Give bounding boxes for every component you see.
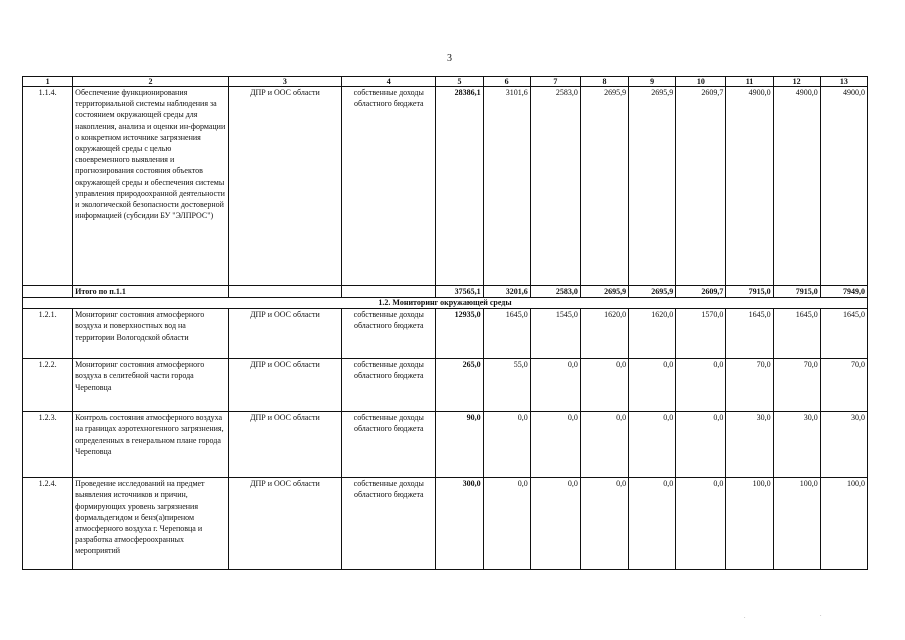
row-code: 1.2.2.	[23, 359, 73, 412]
row-value: 3101,6	[483, 87, 530, 286]
row-name: Контроль состояния атмосферного воздуха на границах аэротехногенного загрязнения, определенных в генеральном плане города Череповца	[73, 412, 229, 478]
row-value: 0,0	[676, 412, 726, 478]
column-header: 6	[483, 77, 530, 87]
row-value: 1645,0	[820, 309, 867, 359]
row-value: 0,0	[676, 478, 726, 570]
row-value: 100,0	[726, 478, 773, 570]
row-value: 90,0	[436, 412, 483, 478]
row-value: 4900,0	[726, 87, 773, 286]
page-number: 3	[447, 53, 452, 64]
column-number-row	[23, 77, 868, 87]
row-value: 2695,9	[629, 87, 676, 286]
total-value: 2695,9	[629, 286, 676, 298]
row-value: 0,0	[530, 359, 580, 412]
row-value: 1645,0	[483, 309, 530, 359]
row-executor: ДПР и ООС области	[228, 478, 341, 570]
row-value: 1620,0	[629, 309, 676, 359]
row-value: 0,0	[629, 478, 676, 570]
table-row	[23, 412, 868, 478]
column-header: 8	[580, 77, 628, 87]
row-value: 2609,7	[676, 87, 726, 286]
row-code: 1.2.4.	[23, 478, 73, 570]
row-value: 4900,0	[773, 87, 820, 286]
table-row	[23, 359, 868, 412]
row-value: 70,0	[726, 359, 773, 412]
section-header-row	[23, 298, 868, 309]
budget-table	[22, 76, 868, 570]
row-value: 1620,0	[580, 309, 628, 359]
total-value: 2695,9	[580, 286, 628, 298]
row-value: 0,0	[629, 412, 676, 478]
row-source: собственные доходы областного бюджета	[342, 87, 436, 286]
row-executor: ДПР и ООС области	[228, 412, 341, 478]
row-value: 0,0	[483, 478, 530, 570]
total-value: 2609,7	[676, 286, 726, 298]
row-value: 28386,1	[436, 87, 483, 286]
row-source: собственные доходы областного бюджета	[342, 412, 436, 478]
row-source: собственные доходы областного бюджета	[342, 359, 436, 412]
row-value: 0,0	[629, 359, 676, 412]
table-row	[23, 478, 868, 570]
row-value: 1645,0	[726, 309, 773, 359]
row-value: 30,0	[773, 412, 820, 478]
column-header: 5	[436, 77, 483, 87]
table-row	[23, 309, 868, 359]
row-value: 265,0	[436, 359, 483, 412]
scan-speck: .	[744, 614, 746, 620]
column-header: 12	[773, 77, 820, 87]
column-header: 13	[820, 77, 867, 87]
column-header: 10	[676, 77, 726, 87]
row-value: 0,0	[483, 412, 530, 478]
row-value: 300,0	[436, 478, 483, 570]
row-value: 4900,0	[820, 87, 867, 286]
row-source: собственные доходы областного бюджета	[342, 478, 436, 570]
row-value: 0,0	[580, 478, 628, 570]
row-name: Обеспечение функционирования территориальной системы наблюдения за состоянием окружающей среды для накопления, анализа и оценки ин-формации о конкретном источнике загрязнения окружающей среды с целью своевременного выявления и прогнозирования состояния объектов окружающей среды и обеспечения системы управления природоохранной деятельности и экологической безопасности достоверной информацией (субсидии БУ "ЭЛПРОС")	[73, 87, 229, 286]
row-name: Проведение исследований на предмет выявления источников и причин, формирующих уровень загрязнения формальдегидом и бенз(а)пиреном атмосферного воздуха г. Череповца и разработка атмосфероохранных мероприятий	[73, 478, 229, 570]
section-title: 1.2. Мониторинг окружающей среды	[23, 298, 868, 309]
total-value: 7915,0	[773, 286, 820, 298]
scan-speck: .	[820, 612, 822, 618]
row-executor: ДПР и ООС области	[228, 87, 341, 286]
row-value: 100,0	[773, 478, 820, 570]
row-code: 1.1.4.	[23, 87, 73, 286]
row-value: 2695,9	[580, 87, 628, 286]
row-value: 70,0	[773, 359, 820, 412]
row-value: 0,0	[580, 412, 628, 478]
column-header: 1	[23, 77, 73, 87]
total-value: 37565,1	[436, 286, 483, 298]
row-name: Мониторинг состояния атмосферного воздуха в селитебной части города Череповца	[73, 359, 229, 412]
total-label: Итого по п.1.1	[73, 286, 229, 298]
row-executor: ДПР и ООС области	[228, 309, 341, 359]
row-value: 100,0	[820, 478, 867, 570]
row-source: собственные доходы областного бюджета	[342, 309, 436, 359]
row-value: 12935,0	[436, 309, 483, 359]
total-value: 3201,6	[483, 286, 530, 298]
row-value: 0,0	[530, 478, 580, 570]
row-value: 55,0	[483, 359, 530, 412]
row-value: 0,0	[530, 412, 580, 478]
row-value: 1645,0	[773, 309, 820, 359]
column-header: 9	[629, 77, 676, 87]
table-row	[23, 87, 868, 286]
row-value: 70,0	[820, 359, 867, 412]
row-value: 0,0	[676, 359, 726, 412]
row-code: 1.2.3.	[23, 412, 73, 478]
column-header: 4	[342, 77, 436, 87]
total-row	[23, 286, 868, 298]
column-header: 11	[726, 77, 773, 87]
row-value: 0,0	[580, 359, 628, 412]
row-executor: ДПР и ООС области	[228, 359, 341, 412]
row-code: 1.2.1.	[23, 309, 73, 359]
row-value: 1545,0	[530, 309, 580, 359]
row-value: 30,0	[820, 412, 867, 478]
total-value: 2583,0	[530, 286, 580, 298]
total-value: 7949,0	[820, 286, 867, 298]
column-header: 2	[73, 77, 229, 87]
column-header: 3	[228, 77, 341, 87]
row-value: 30,0	[726, 412, 773, 478]
row-value: 2583,0	[530, 87, 580, 286]
column-header: 7	[530, 77, 580, 87]
row-name: Мониторинг состояния атмосферного воздуха и поверхностных вод на территории Вологодской области	[73, 309, 229, 359]
total-value: 7915,0	[726, 286, 773, 298]
row-value: 1570,0	[676, 309, 726, 359]
